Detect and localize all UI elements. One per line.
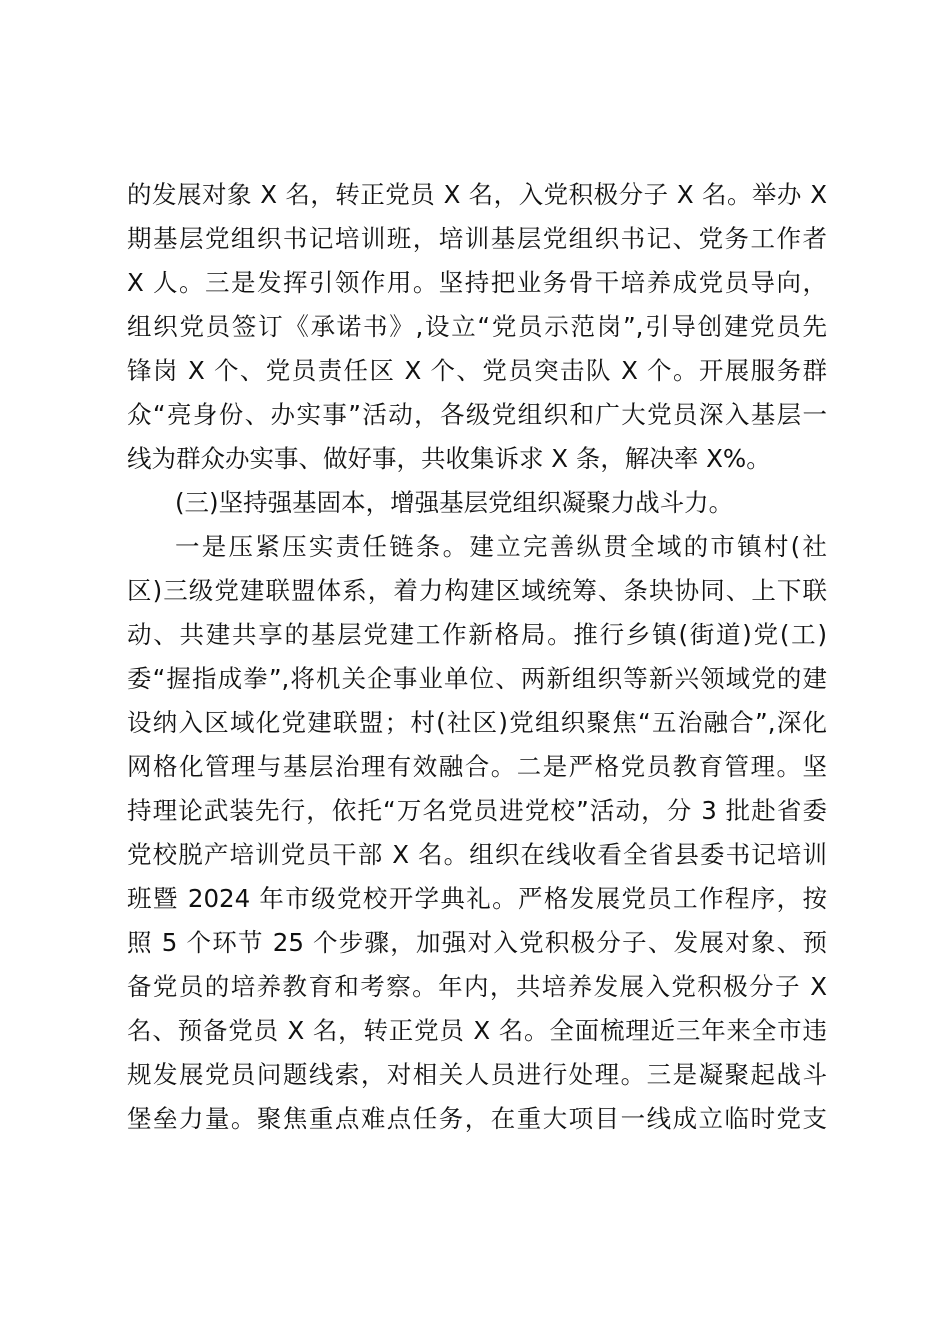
text-line: 备党员的培养教育和考察。年内，共培养发展入党积极分子 X [127,972,827,1001]
text-line: 区)三级党建联盟体系，着力构建区域统筹、条块协同、上下联 [127,576,827,605]
text-line: 的发展对象 X 名，转正党员 X 名，入党积极分子 X 名。举办 X [127,180,827,209]
text-line: 持理论武装先行，依托“万名党员进党校”活动，分 3 批赴省委 [127,796,827,825]
text-line: 组织党员签订《承诺书》,设立“党员示范岗”,引导创建党员先 [127,312,827,341]
text-line: 一是压紧压实责任链条。建立完善纵贯全域的市镇村(社 [175,532,827,561]
text-line: X 人。三是发挥引领作用。坚持把业务骨干培养成党员导向， [127,268,827,297]
text-line: 班暨 2024 年市级党校开学典礼。严格发展党员工作程序，按 [127,884,827,913]
text-line: 名、预备党员 X 名，转正党员 X 名。全面梳理近三年来全市违 [127,1016,827,1045]
text-line: 网格化管理与基层治理有效融合。二是严格党员教育管理。坚 [127,752,827,781]
section-heading: (三)坚持强基固本，增强基层党组织凝聚力战斗力。 [175,488,734,517]
text-line: 设纳入区域化党建联盟；村(社区)党组织聚焦“五治融合”,深化 [127,708,827,737]
text-line: 规发展党员问题线索，对相关人员进行处理。三是凝聚起战斗 [127,1060,827,1089]
text-line: 动、共建共享的基层党建工作新格局。推行乡镇(街道)党(工) [127,620,827,649]
text-line: 委“握指成拳”,将机关企事业单位、两新组织等新兴领域党的建 [127,664,827,693]
text-line: 众“亮身份、办实事”活动，各级党组织和广大党员深入基层一 [127,400,827,429]
text-line: 堡垒力量。聚焦重点难点任务，在重大项目一线成立临时党支 [127,1104,827,1133]
text-line: 锋岗 X 个、党员责任区 X 个、党员突击队 X 个。开展服务群 [127,356,827,385]
text-line: 期基层党组织书记培训班，培训基层党组织书记、党务工作者 [127,224,827,253]
text-line: 党校脱产培训党员干部 X 名。组织在线收看全省县委书记培训 [127,840,827,869]
text-line: 线为群众办实事、做好事，共收集诉求 X 条，解决率 X%。 [127,444,771,473]
text-line: 照 5 个环节 25 个步骤，加强对入党积极分子、发展对象、预 [127,928,827,957]
